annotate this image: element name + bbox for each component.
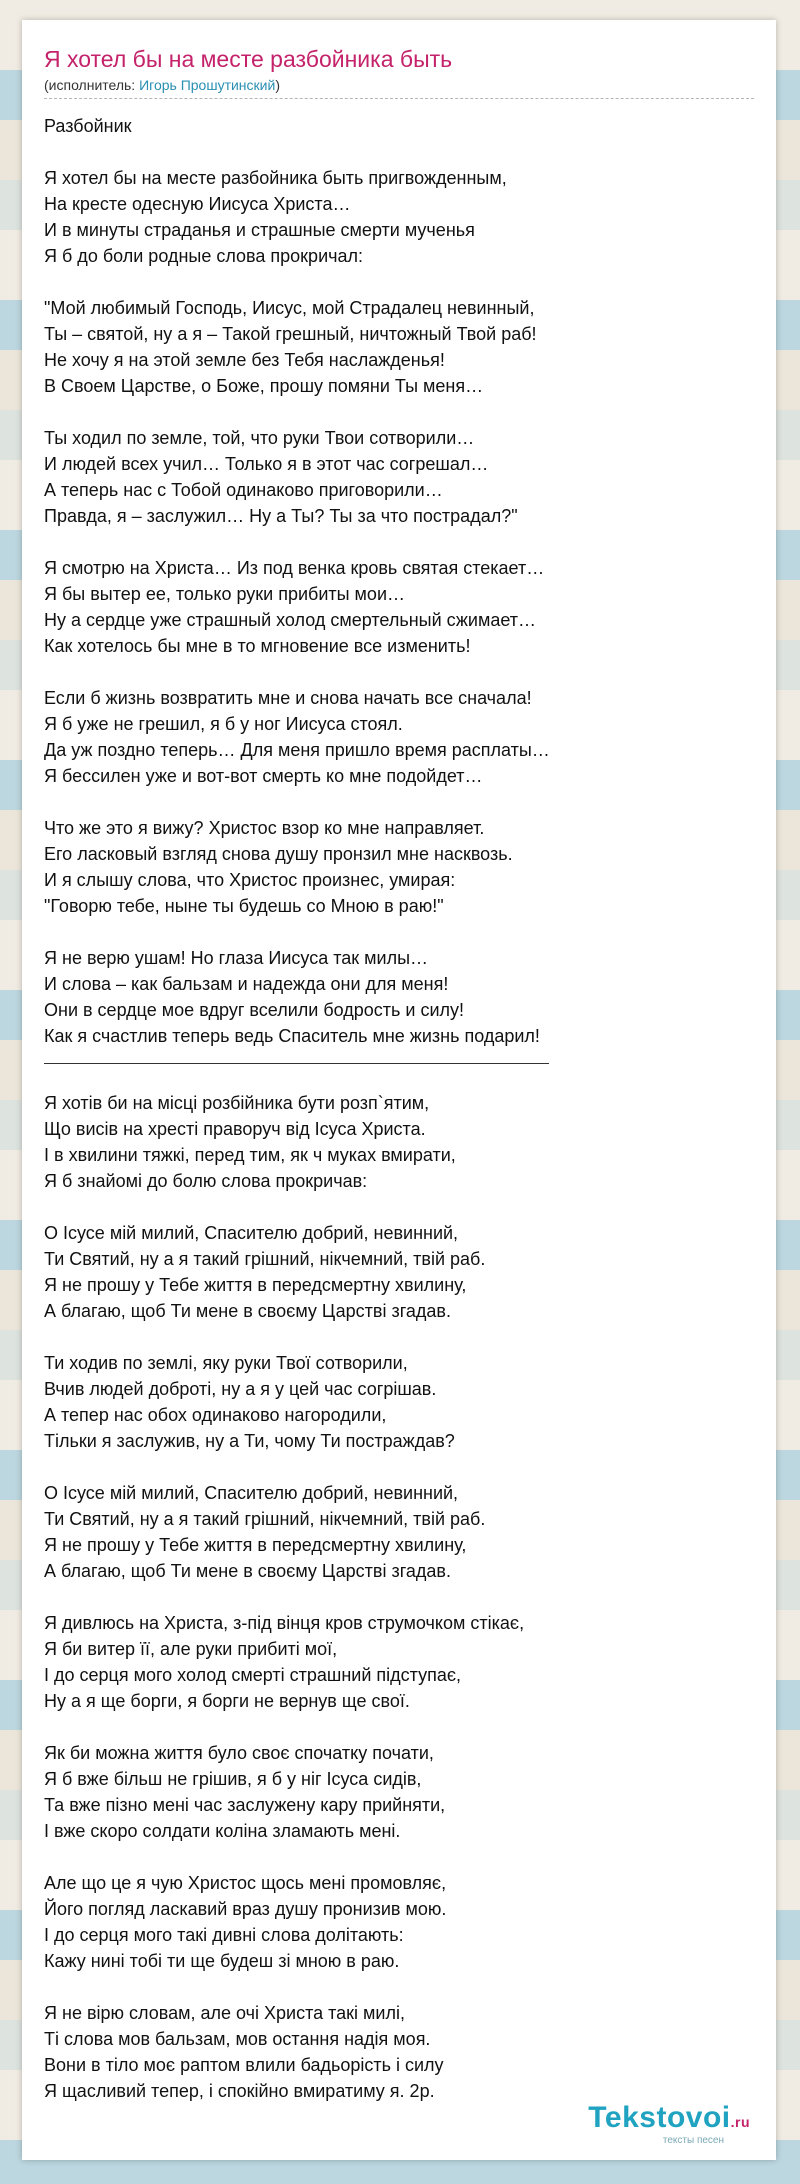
lyrics-card	[22, 20, 776, 2160]
byline-suffix: )	[275, 77, 280, 93]
artist-link[interactable]: Игорь Прошутинский	[139, 77, 276, 93]
logo-name: Tekstovoi	[588, 2101, 731, 2134]
artist-byline	[44, 76, 754, 99]
lyrics-ukrainian: Я хотів би на місці розбійника бути розп`ятим, Що висів на хресті праворуч від Ісуса Христа. І в хвилини тяжкі, перед тим, як ч муках вмирати, Я б знайомі до болю слова прокричав: О Ісусе мій милий, Спасителю добрий, невинний, Ти Святий, ну а я такий грішний, нікчемний, твій раб. Я не прошу у Тебе життя в передсмертну хвилину, А благаю, щоб Ти мене в своєму Царстві згадав. Ти ходив по землі, яку руки Твої сотворили, Вчив людей доброті, ну а я у цей час согрішав. А тепер нас обох одинаково нагородили, Тільки я заслужив, ну а Ти, чому Ти постраждав? О Ісусе мій милий, Спасителю добрий, невинний, Ти Святий, ну а я такий грішний, нікчемний, твій раб. Я не прошу у Тебе життя в передсмертну хвилину, А благаю, щоб Ти мене в своєму Царстві згадав. Я дивлюсь на Христа, з-під вінця кров струмочком стікає, Я би витер її, але руки прибиті мої, І до серця мого холод смерті страшний підступає, Ну а я ще борги, я борги не вернув ще свої. Як би можна життя було своє спочатку почати, Я б вже більш не грішив, я б у ніг Ісуса сидів, Та вже пізно мені час заслужену кару прийняти, І вже скоро солдати коліна зламають мені. Але що це я чую Христос щось мені промовляє, Його погляд ласкавий враз душу пронизив мою. І до серця мого такі дивні слова долітають: Кажу нині тобі ти ще будеш зі мною в раю. Я не вірю словам, але очі Христа такі милі, Ті слова мов бальзам, мов остання надія моя. Вони в тіло моє раптом влили бадьорість і силу Я щасливий тепер, і спокійно вмиратиму я. 2р.	[44, 1093, 525, 2101]
song-title: Я хотел бы на месте разбойника быть	[44, 46, 453, 72]
lyrics-russian: Разбойник Я хотел бы на месте разбойника быть пригвожденным, На кресте одесную Иисуса Христа… И в минуты страданья и страшные смерти мученья Я б до боли родные слова прокричал: "Мой любимый Господь, Иисус, мой Страдалец невинный, Ты – святой, ну а я – Такой грешный, ничтожный Твой раб! Не хочу я на этой земле без Тебя наслажденья! В Своем Царстве, о Боже, прошу помяни Ты меня… Ты ходил по земле, той, что руки Твои сотворили… И людей всех учил… Только я в этот час согрешал… А теперь нас с Тобой одинаково приговорили… Правда, я – заслужил… Ну а Ты? Ты за что пострадал?" Я смотрю на Христа… Из под венка кровь святая стекает… Я бы вытер ее, только руки прибиты мои… Ну а сердце уже страшный холод смертельный сжимает… Как хотелось бы мне в то мгновение все изменить! Если б жизнь возвратить мне и снова начать все сначала! Я б уже не грешил, я б у ног Иисуса стоял. Да уж поздно теперь… Для меня пришло время расплаты… Я бессилен уже и вот-вот смерть ко мне подойдет… Что же это я вижу? Христос взор ко мне направляет. Его ласковый взгляд снова душу пронзил мне насквозь. И я слышу слова, что Христос произнес, умирая: "Говорю тебе, ныне ты будешь со Мною в раю!" Я не верю ушам! Но глаза Иисуса так милы… И слова – как бальзам и надежда они для меня! Они в сердце мое вдруг вселили бодрость и силу! Как я счастлив теперь ведь Спаситель мне жизнь подарил!	[44, 116, 550, 1046]
background-right	[778, 0, 800, 2184]
section-divider	[44, 1063, 549, 1064]
site-logo[interactable]	[588, 2103, 750, 2146]
background-left	[0, 0, 22, 2184]
logo-tld: .ru	[730, 2114, 750, 2130]
byline-prefix: (исполнитель:	[44, 77, 140, 93]
logo-tagline: тексты песен	[662, 2135, 724, 2146]
